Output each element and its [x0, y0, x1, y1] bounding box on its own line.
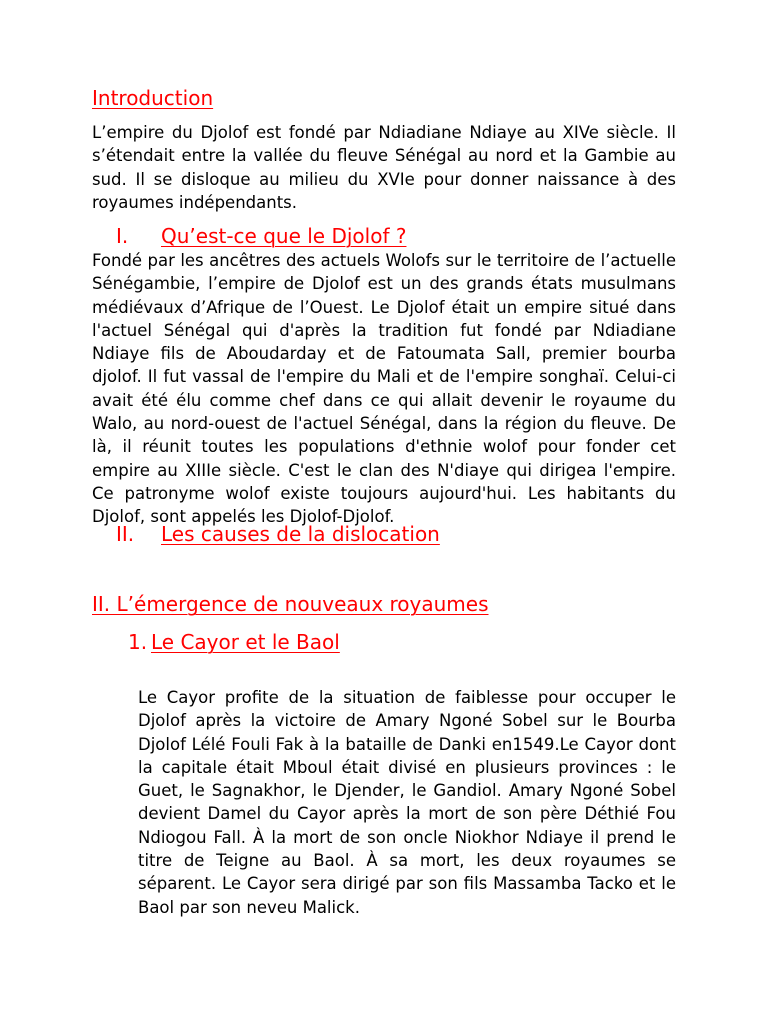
section1-text: Fondé par les ancêtres des actuels Wolofs sur le territoire de l’actuelle Sénégambie, l’empire de Djolof est un des grands états musulmans médiévaux d’Afrique de l’Ouest. Le Djolof était un empire situé dans l'actuel Sénégal qui d'après la tradition fut fondé par Ndiadiane Ndiaye fils de Aboudarday et de Fatoumata Sall, premier bourba djolof. Il fut vassal de l'empire du Mali et de l'empire songhaï. Celui-ci avait été élu comme chef dans ce qui allait devenir le royaume du Walo, au nord-ouest de l'actuel Sénégal, dans la région du fleuve. De là, il réunit toutes les populations d'ethnie wolof pour fonder cet empire au XIIIe siècle. C'est le clan des N'diaye qui dirigea l'empire. Ce patronyme wolof existe toujours aujourd'hui. Les habitants du Djolof, sont appelés les Djolof-Djolof.: [92, 251, 676, 527]
section1-paragraph: [92, 249, 676, 529]
section1-heading: [161, 224, 406, 248]
section2-number: II.: [116, 522, 135, 546]
subsection1-text: Le Cayor profite de la situation de faiblesse pour occuper le Djolof après la victoire de Amary Ngoné Sobel sur le Bourba Djolof Lélé Fouli Fak à la bataille de Danki en1549.Le Cayor dont la capitale était Mboul était divisé en plusieurs provinces : le Guet, le Sagnakhor, le Djender, le Gandiol. Amary Ngoné Sobel devient Damel du Cayor après la mort de son père Déthié Fou Ndiogou Fall. À la mort de son oncle Niokhor Ndiaye il prend le titre de Teigne au Baol. À sa mort, les deux royaumes se séparent. Le Cayor sera dirigé par son fils Massamba Tacko et le Baol par son neveu Malick.: [138, 688, 676, 917]
introduction-title: Introduction: [92, 86, 214, 110]
introduction-paragraph: [92, 121, 676, 214]
section1-title: Qu’est-ce que le Djolof ?: [161, 224, 407, 248]
section1-number: I.: [116, 224, 129, 248]
subsection1-heading: [151, 630, 340, 654]
subsection1-paragraph: [138, 686, 676, 919]
section2-heading: [161, 522, 440, 546]
section2-title: Les causes de la dislocation: [161, 522, 440, 546]
section3-heading: [92, 592, 489, 616]
introduction-text: L’empire du Djolof est fondé par Ndiadiane Ndiaye au XIVe siècle. Il s’étendait entre la vallée du fleuve Sénégal au nord et la Gambie au sud. Il se disloque au milieu du XVIe pour donner naissance à des royaumes indépendants.: [92, 123, 676, 212]
section3-title: II. L’émergence de nouveaux royaumes: [92, 592, 489, 616]
subsection1-title: Le Cayor et le Baol: [151, 630, 340, 654]
subsection1-number: 1.: [128, 630, 148, 654]
introduction-heading: [92, 86, 213, 110]
